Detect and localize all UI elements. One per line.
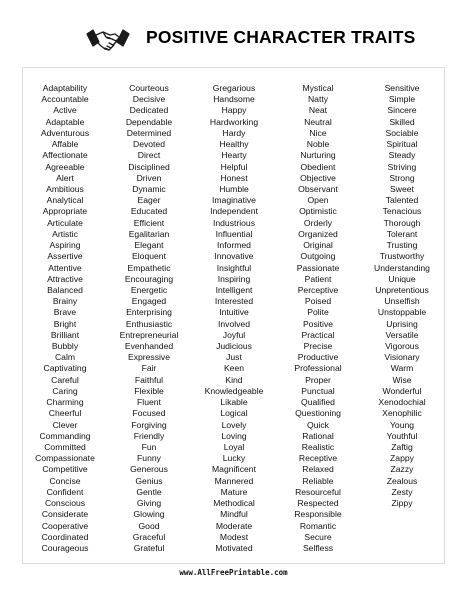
trait-item: Sincere <box>387 105 417 116</box>
trait-item: Interested <box>214 296 254 307</box>
page-title: POSITIVE CHARACTER TRAITS <box>146 27 416 47</box>
trait-item: Funny <box>137 453 161 464</box>
trait-item: Imaginative <box>212 195 256 206</box>
trait-item: Captivating <box>43 363 87 374</box>
trait-item: Happy <box>221 105 247 116</box>
trait-item: Spiritual <box>386 139 418 150</box>
trait-item: Conscious <box>44 498 86 509</box>
trait-item: Wonderful <box>382 385 422 396</box>
trait-item: Orderly <box>303 217 333 228</box>
trait-item: Independent <box>210 206 258 217</box>
trait-item: Moderate <box>215 520 253 531</box>
trait-item: Loving <box>221 430 247 441</box>
trait-item: Brave <box>53 307 77 318</box>
trait-item: Sweet <box>390 183 414 194</box>
trait-item: Coordinated <box>41 531 89 542</box>
trait-item: Loyal <box>223 442 245 452</box>
trait-item: Lucky <box>222 453 246 464</box>
trait-item: Fluent <box>137 397 161 408</box>
trait-item: Eloquent <box>132 251 166 262</box>
trait-item: Trustworthy <box>379 251 425 262</box>
trait-item: Zazzy <box>390 464 414 475</box>
trait-item: Poised <box>304 296 332 307</box>
trait-item: Gregarious <box>212 83 256 93</box>
trait-item: Tenacious <box>382 206 422 217</box>
trait-item: Grateful <box>133 542 165 553</box>
trait-item: Giving <box>136 498 162 509</box>
trait-item: Brainy <box>52 296 78 307</box>
trait-item: Understanding <box>374 262 430 273</box>
website-footer: www.AllFreePrintable.com <box>179 568 288 577</box>
trait-item: Hardworking <box>209 116 259 127</box>
trait-item: Commanding <box>39 430 91 441</box>
trait-item: Honest <box>220 172 248 183</box>
trait-item: Productive <box>297 352 339 363</box>
trait-item: Noble <box>306 139 330 150</box>
trait-item: Outgoing <box>300 251 336 262</box>
trait-item: Thorough <box>383 217 421 228</box>
trait-item: Open <box>307 195 329 206</box>
trait-item: Humble <box>219 183 249 194</box>
trait-item: Questioning <box>295 408 341 419</box>
trait-item: Accountable <box>41 94 89 105</box>
trait-item: Caring <box>52 385 78 396</box>
trait-item: Precise <box>303 341 333 352</box>
trait-item: Optimistic <box>299 206 337 217</box>
trait-item: Mindful <box>220 509 248 520</box>
trait-item: Visionary <box>384 352 420 363</box>
trait-item: Gentle <box>136 486 162 497</box>
trait-item: Expressive <box>127 352 171 363</box>
trait-item: Observant <box>298 183 338 194</box>
trait-item: Evenhanded <box>124 341 174 352</box>
trait-item: Hearty <box>221 150 247 161</box>
trait-item: Simple <box>388 94 416 105</box>
trait-item: Romantic <box>299 520 337 531</box>
trait-item: Friendly <box>133 430 165 441</box>
trait-item: Generous <box>130 464 168 475</box>
trait-item: Direct <box>137 150 161 161</box>
trait-item: Zesty <box>391 486 413 497</box>
trait-item: Just <box>226 352 242 363</box>
trait-item: Calm <box>54 352 76 363</box>
trait-item: Engaged <box>131 296 167 307</box>
trait-item: Educated <box>130 206 168 217</box>
trait-item: Enthusiastic <box>125 318 173 329</box>
trait-item: Relaxed <box>302 464 334 475</box>
trait-item: Quick <box>307 419 329 430</box>
trait-item: Glowing <box>133 509 165 520</box>
trait-item: Active <box>53 105 77 116</box>
handshake-icon <box>86 22 130 56</box>
trait-item: Judicious <box>216 341 252 352</box>
trait-item: Obedient <box>300 161 336 172</box>
trait-item: Positive <box>302 318 334 329</box>
trait-item: Rational <box>302 430 334 441</box>
trait-item: Joyful <box>222 329 246 340</box>
trait-item: Natty <box>307 94 329 105</box>
trait-item: Objective <box>300 172 336 183</box>
trait-item: Innovative <box>214 251 254 262</box>
trait-item: Qualified <box>301 397 335 408</box>
trait-item: Careful <box>51 374 79 385</box>
trait-item: Disciplined <box>128 161 170 172</box>
trait-item: Patient <box>304 273 332 284</box>
trait-item: Dedicated <box>129 105 169 116</box>
trait-item: Secure <box>304 531 332 542</box>
trait-item: Skilled <box>389 116 415 127</box>
trait-item: Practical <box>301 329 335 340</box>
trait-item: Healthy <box>219 139 249 150</box>
trait-item: Zappy <box>390 453 414 464</box>
trait-item: Reliable <box>302 475 334 486</box>
trait-item: Cheerful <box>48 408 82 419</box>
trait-item: Sensitive <box>384 83 420 93</box>
trait-item: Receptive <box>298 453 338 464</box>
trait-item: Brilliant <box>50 329 80 340</box>
trait-item: Intuitive <box>219 307 249 318</box>
trait-item: Adaptable <box>45 116 85 127</box>
trait-item: Entrepreneurial <box>119 329 179 340</box>
trait-item: Articulate <box>47 217 83 228</box>
trait-item: Vigorous <box>385 341 419 352</box>
trait-item: Attractive <box>47 273 83 284</box>
trait-item: Genius <box>135 475 163 486</box>
trait-item: Trusting <box>386 240 418 251</box>
trait-item: Artistic <box>52 228 78 239</box>
trait-item: Passionate <box>296 262 340 273</box>
trait-item: Charming <box>46 397 84 408</box>
trait-item: Kind <box>225 374 243 385</box>
trait-item: Aspiring <box>49 240 81 251</box>
trait-item: Informed <box>217 240 251 251</box>
trait-item: Encouraging <box>124 273 174 284</box>
trait-item: Zaftig <box>391 442 413 452</box>
trait-item: Resourceful <box>295 486 341 497</box>
trait-item: Unpretentious <box>375 284 429 295</box>
trait-item: Focused <box>132 408 166 419</box>
trait-item: Inspiring <box>217 273 251 284</box>
trait-item: Mannered <box>214 475 254 486</box>
trait-item: Faithful <box>134 374 164 385</box>
trait-item: Selfless <box>302 542 334 553</box>
trait-item: Adventurous <box>40 127 90 138</box>
trait-item: Involved <box>217 318 250 329</box>
trait-item: Bright <box>53 318 77 329</box>
trait-item: Compassionate <box>35 453 95 464</box>
trait-item: Warm <box>390 363 414 374</box>
trait-item: Zealous <box>386 475 418 486</box>
trait-item: Forgiving <box>131 419 167 430</box>
trait-item: Eager <box>137 195 161 206</box>
trait-item: Modest <box>219 531 249 542</box>
trait-item: Flexible <box>134 385 164 396</box>
trait-column-5 <box>359 83 445 509</box>
trait-item: Lovely <box>221 419 247 430</box>
trait-column-4 <box>275 83 361 554</box>
trait-item: Neutral <box>304 116 332 127</box>
trait-item: Egalitarian <box>128 228 170 239</box>
trait-item: Young <box>389 419 415 430</box>
trait-column-3 <box>191 83 277 554</box>
trait-column-2 <box>106 83 192 554</box>
trait-item: Zippy <box>391 498 413 509</box>
trait-item: Hardy <box>222 127 246 138</box>
trait-item: Neat <box>308 105 328 116</box>
trait-item: Enterprising <box>126 307 172 318</box>
trait-item: Uprising <box>386 318 418 329</box>
trait-item: Respected <box>297 498 339 509</box>
trait-item: Affable <box>51 139 79 150</box>
trait-item: Analytical <box>46 195 84 206</box>
trait-item: Sociable <box>385 127 419 138</box>
trait-item: Mature <box>220 486 248 497</box>
trait-item: Motivated <box>215 542 253 553</box>
trait-item: Magnificent <box>212 464 256 475</box>
trait-item: Decisive <box>132 94 166 105</box>
trait-item: Likable <box>220 397 248 408</box>
trait-item: Nice <box>309 127 327 138</box>
trait-item: Alert <box>56 172 74 183</box>
trait-item: Assertive <box>47 251 83 262</box>
trait-item: Mystical <box>302 83 334 93</box>
trait-item: Responsible <box>294 509 342 520</box>
trait-item: Professional <box>294 363 342 374</box>
trait-item: Courteous <box>129 83 169 93</box>
trait-item: Attentive <box>48 262 82 273</box>
trait-item: Bubbly <box>51 341 79 352</box>
trait-item: Elegant <box>134 240 164 251</box>
trait-item: Helpful <box>220 161 248 172</box>
trait-item: Knowledgeable <box>204 385 264 396</box>
trait-item: Concise <box>49 475 81 486</box>
trait-item: Devoted <box>132 139 165 150</box>
trait-item: Affectionate <box>42 150 88 161</box>
trait-item: Handsome <box>213 94 255 105</box>
trait-item: Keen <box>223 363 245 374</box>
trait-item: Appropriate <box>42 206 88 217</box>
trait-item: Considerate <box>41 509 89 520</box>
trait-item: Realistic <box>301 442 335 452</box>
trait-item: Punctual <box>301 385 335 396</box>
trait-item: Fair <box>141 363 157 374</box>
trait-item: Steady <box>388 150 416 161</box>
trait-item: Fun <box>141 442 157 452</box>
trait-item: Tolerant <box>386 228 418 239</box>
trait-column-1 <box>22 83 108 554</box>
trait-item: Unselfish <box>384 296 420 307</box>
trait-item: Xenophilic <box>382 408 422 419</box>
trait-item: Nurturing <box>300 150 336 161</box>
trait-item: Intelligent <box>215 284 253 295</box>
trait-item: Agreeable <box>45 161 85 172</box>
trait-item: Courageous <box>41 542 89 553</box>
trait-item: Unique <box>388 273 416 284</box>
trait-item: Graceful <box>132 531 166 542</box>
trait-item: Cooperative <box>41 520 89 531</box>
trait-item: Striving <box>387 161 417 172</box>
trait-item: Logical <box>220 408 248 419</box>
trait-item: Adaptability <box>42 83 88 93</box>
trait-item: Empathetic <box>127 262 171 273</box>
trait-item: Competitive <box>42 464 88 475</box>
trait-item: Ambitious <box>46 183 84 194</box>
trait-item: Dependable <box>125 116 173 127</box>
trait-item: Influential <box>215 228 253 239</box>
trait-item: Industrious <box>212 217 256 228</box>
trait-item: Committed <box>44 442 86 452</box>
trait-item: Insightful <box>216 262 252 273</box>
trait-item: Driven <box>136 172 162 183</box>
trait-item: Methodical <box>213 498 255 509</box>
trait-item: Xenodochial <box>378 397 426 408</box>
trait-item: Original <box>303 240 333 251</box>
trait-item: Youthful <box>386 430 418 441</box>
trait-item: Perceptive <box>297 284 339 295</box>
trait-item: Wise <box>392 374 412 385</box>
trait-item: Efficient <box>133 217 165 228</box>
trait-item: Energetic <box>130 284 168 295</box>
trait-item: Proper <box>305 374 331 385</box>
trait-item: Unstoppable <box>377 307 427 318</box>
trait-item: Clever <box>52 419 78 430</box>
trait-item: Determined <box>126 127 172 138</box>
trait-item: Polite <box>307 307 329 318</box>
trait-item: Dynamic <box>132 183 166 194</box>
trait-item: Confident <box>46 486 84 497</box>
trait-item: Organized <box>298 228 338 239</box>
trait-item: Talented <box>385 195 419 206</box>
trait-item: Good <box>138 520 160 531</box>
trait-item: Balanced <box>47 284 83 295</box>
trait-item: Versatile <box>385 329 419 340</box>
trait-item: Strong <box>389 172 415 183</box>
